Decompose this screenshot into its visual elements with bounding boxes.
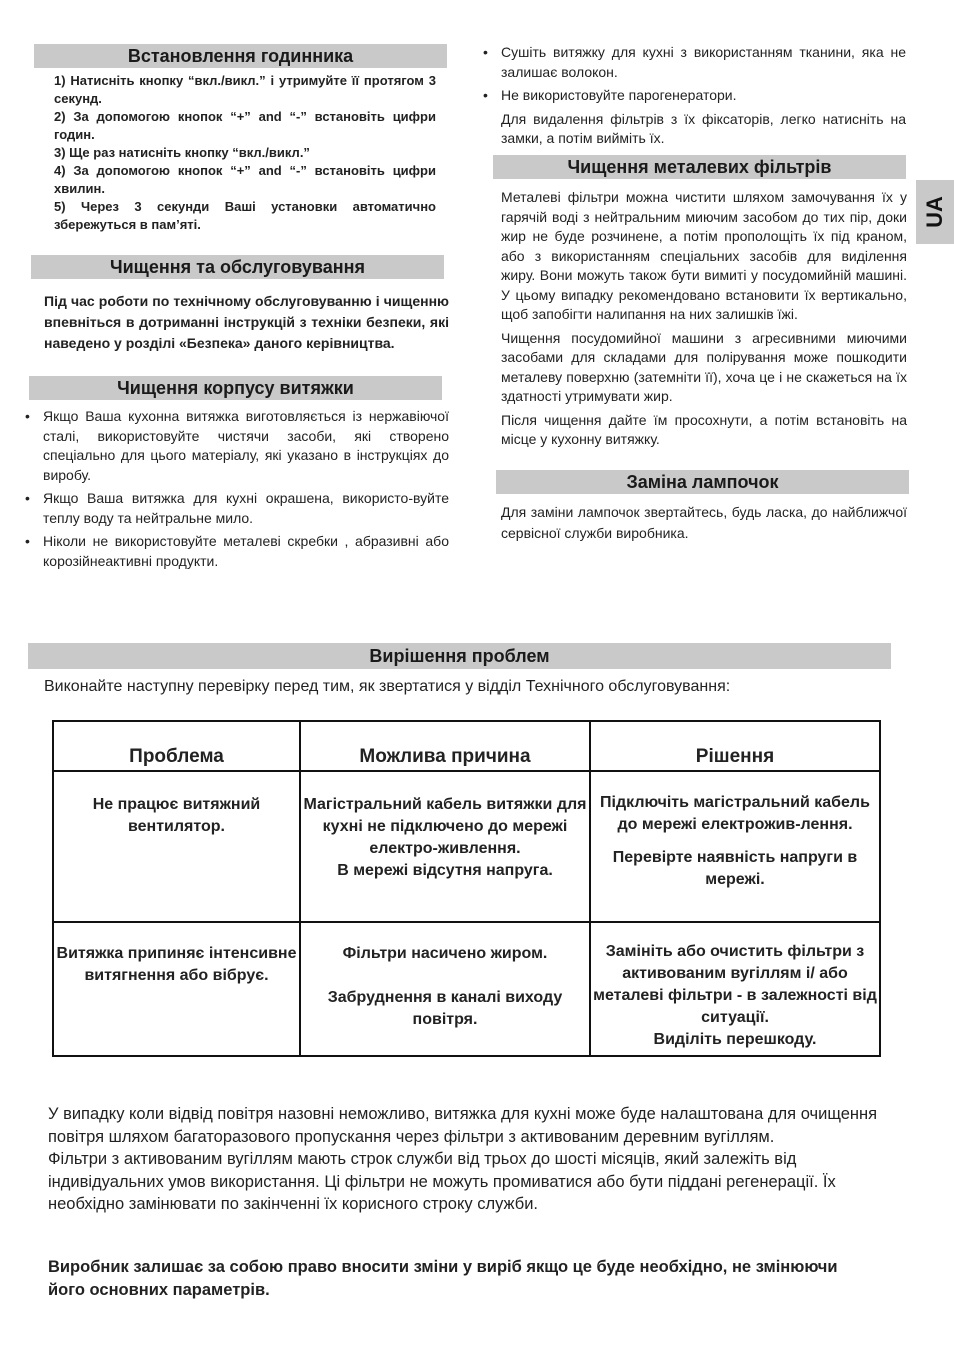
- metal-filters-section-title: Чищення металевих фільтрів: [493, 155, 906, 179]
- solution-cell: [590, 771, 880, 922]
- filter-removal-text: Для видалення фільтрів з їх фіксаторів, легко натисніть на замки, а потім вийміть їх.: [501, 110, 906, 146]
- column-header: Проблема: [53, 721, 300, 771]
- cause-text: Магістральний кабель витяжки для кухні не підключено до мережі електро-живлення.: [303, 796, 587, 857]
- solution-text: Підключіть магістральний кабель до мережі електрожив-лення.: [600, 794, 870, 833]
- list-item: • Якщо Ваша витяжка для кухні окрашена, використо-вуйте теплу воду та нейтральне мило.: [43, 489, 449, 528]
- paragraph: Після чищення дайте їм просохнути, а потім встановіть на місце у кухонну витяжку.: [501, 411, 907, 447]
- solution-text: Виділіть перешкоду.: [653, 1031, 817, 1048]
- paragraph: У випадку коли відвід повітря назовні неможливо, витяжка для кухні може буде налаштована для очищення повітря шляхом багаторазового пропускання через фільтри з активованим деревним вугіллям.: [48, 1105, 878, 1146]
- clock-step: 5) Через 3 секунди Ваші установки автоматично збережуться в пам’яті.: [54, 199, 436, 232]
- troubleshooting-intro: Виконайте наступну перевірку перед тим, як звертатися у відділ Технічного обслуговування:: [44, 678, 731, 695]
- metal-filters-text: [501, 188, 907, 454]
- list-item: • Ніколи не використовуйте металеві скребки , абразивні або корозійнеактивні продукти.: [43, 532, 449, 571]
- maintenance-section-title: Чищення та обслуговування: [31, 255, 444, 279]
- list-item: • Якщо Ваша кухонна витяжка виготовляється із нержавіючої сталі, використовуйте чистячи засоби, які створено спеціально для цього матеріалу, які указано в інструкціях до виробу.: [43, 407, 449, 485]
- troubleshooting-table: [52, 720, 881, 1057]
- problem-cell: Не працює витяжний вентилятор.: [53, 771, 300, 922]
- clock-section-title: Встановлення годинника: [34, 44, 447, 68]
- cause-cell: [300, 922, 590, 1056]
- list-item: • Не використовуйте парогенератори.: [501, 86, 906, 106]
- solution-cell: [590, 922, 880, 1056]
- clock-step: 3) Ще раз натисніть кнопку “вкл./викл.”: [54, 145, 310, 160]
- manufacturer-notice: Виробник залишає за собою право вносити зміни у виріб якщо це буде необхідно, не змінюючи його основних параметрів.: [48, 1258, 838, 1299]
- troubleshooting-section-title: Вирішення проблем: [28, 643, 891, 669]
- problem-cell: Витяжка припиняє інтенсивне витягнення або вібрує.: [53, 922, 300, 1056]
- lamps-text: Для заміни лампочок звертайтесь, будь ласка, до найближчої сервісної служби виробника.: [501, 504, 907, 541]
- list-item: • Сушіть витяжку для кухні з використанням тканини, яка не залишає волокон.: [501, 43, 906, 82]
- right-top-block: [501, 43, 906, 153]
- column-header: Можлива причина: [300, 721, 590, 771]
- table-header-row: [53, 721, 880, 771]
- clock-step: 4) За допомогою кнопок “+” and “-” встановіть цифри хвилин.: [54, 163, 436, 196]
- footer-text: [48, 1103, 878, 1216]
- clock-step: 2) За допомогою кнопок “+” and “-” встановіть цифри годин.: [54, 109, 436, 142]
- language-tab-label: UA: [922, 196, 947, 228]
- clock-steps: [54, 72, 436, 234]
- lamps-section-title: Заміна лампочок: [496, 470, 909, 494]
- paragraph: Металеві фільтри можна чистити шляхом замочування їх у гарячій воді з нейтральним миючим засобом до тих пір, доки жир не буде розчинене, а потім прополощіть їх під краном, або з використанням спеціальних засобів для виділення жиру. Вони можуть також бути вимиті у посудомийній машині. У цьому випадку рекомендовано встановити їх вертикально, щоб запобігти налипання на них залишків їжі.: [501, 189, 907, 322]
- cause-text: Забруднення в каналі виходу повітря.: [327, 989, 563, 1028]
- body-cleaning-section-title: Чищення корпусу витяжки: [29, 376, 442, 400]
- column-header: Рішення: [590, 721, 880, 771]
- table-row: [53, 771, 880, 922]
- cause-text: В мережі відсутня напруга.: [337, 862, 553, 879]
- cause-cell: [300, 771, 590, 922]
- body-cleaning-list: [43, 407, 449, 575]
- paragraph: Фільтри з активованим вугіллям мають строк служби від трьох до шості місяців, який залежіть від індивідуальних умов використання. Ці фільтри не можуть промиватися або бути піддані регенерації. Їх необхідно замінювати по закінченні їх корисного строку служби.: [48, 1150, 836, 1213]
- cause-text: Фільтри насичено жиром.: [342, 945, 548, 962]
- clock-step: 1) Натисніть кнопку “вкл./викл.” і утримуйте її протягом 3 секунд.: [54, 73, 436, 106]
- table-row: [53, 922, 880, 1056]
- maintenance-text: Під час роботи по технічному обслуговуванню і чищенню впевніться в дотриманні інструкцій з техніки безпеки, які наведено у розділі «Безпека» даного керівництва.: [44, 293, 449, 351]
- paragraph: Чищення посудомийної машини з агресивними миючими засобами для складами для полірування може пошкодити металеву поверхню (затемніти її), хоча це і не скажеться на їх здатності утримувати жир.: [501, 329, 907, 404]
- solution-text: Замініть або очистить фільтри з активованим вугіллям і/ або металеві фільтри - в залежності від ситуації.: [593, 943, 877, 1026]
- language-tab: [916, 180, 954, 244]
- solution-text: Перевірте наявність напруги в мережі.: [612, 849, 858, 888]
